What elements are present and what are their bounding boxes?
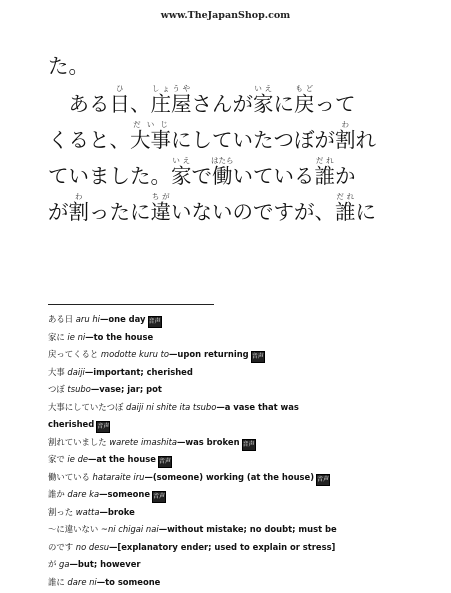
vocabulary-item	[48, 486, 448, 504]
audio-icon[interactable]: 音声	[96, 421, 110, 433]
vocabulary-romaji: hataraite iru	[92, 471, 145, 482]
vocabulary-definition: —(someone) working (at the house)	[144, 471, 315, 482]
furigana: わ	[335, 120, 356, 129]
vocabulary-term: 家で	[48, 454, 65, 464]
vocabulary-term: 家に	[48, 331, 65, 342]
vocabulary-item	[48, 539, 448, 557]
furigana: もど	[294, 84, 315, 93]
vocabulary-romaji: dare ni	[67, 576, 97, 587]
vocabulary-term: 割れていました	[48, 436, 107, 447]
passage-text: に	[273, 92, 294, 116]
passage-text: ある	[48, 92, 110, 116]
vocabulary-term: ある日	[48, 314, 74, 324]
vocabulary-term: のです	[48, 541, 74, 552]
passage-text: いている	[232, 164, 315, 188]
audio-icon[interactable]: 音声	[251, 351, 265, 363]
furigana: いえ	[253, 84, 274, 93]
vocabulary-romaji: daiji ni shite ita tsubo	[126, 401, 217, 412]
furigana-word: 家いえ	[253, 84, 274, 116]
furigana: だれ	[314, 156, 335, 165]
passage-text: で	[191, 164, 212, 188]
furigana: ひ	[109, 84, 130, 93]
furigana-word: 日ひ	[109, 84, 130, 116]
passage-text: って	[314, 92, 356, 116]
vocabulary-romaji: dare ka	[67, 489, 100, 499]
furigana-word: 大事だいじ	[130, 120, 171, 152]
passage-text: いないのですが、	[171, 200, 335, 224]
vocabulary-romaji: ~ni chigai nai	[100, 524, 159, 534]
vocabulary-definition: —one day	[99, 314, 146, 324]
vocabulary-definition: —but; however	[69, 559, 141, 569]
audio-icon[interactable]: 音声	[152, 491, 166, 503]
vocabulary-romaji: watta	[75, 506, 100, 517]
vocabulary-item	[48, 311, 448, 329]
vocabulary-item	[48, 329, 448, 347]
vocabulary-term: つぼ	[48, 384, 65, 394]
vocabulary-term: 働いている	[48, 471, 90, 482]
furigana-word: 働はたら	[211, 156, 234, 188]
vocabulary-item	[48, 416, 448, 434]
vocabulary-definition: —at the house	[88, 454, 156, 464]
furigana: だれ	[335, 192, 356, 201]
passage-text: 、	[130, 92, 151, 116]
passage-text: に	[355, 200, 376, 224]
vocabulary-item	[48, 434, 448, 452]
vocabulary-item	[48, 574, 448, 592]
audio-icon[interactable]: 音声	[158, 456, 172, 468]
furigana-word: 家いえ	[171, 156, 192, 188]
vocabulary-romaji: daiji	[67, 366, 85, 377]
furigana: しょうや	[150, 84, 192, 93]
vocabulary-item	[48, 556, 448, 574]
vocabulary-definition: cherished	[48, 419, 95, 429]
vocabulary-definition: —without mistake; no doubt; must be	[158, 524, 337, 534]
passage-text: ていました。	[48, 164, 171, 188]
passage-text: ったに	[89, 200, 151, 224]
vocabulary-item	[48, 469, 448, 487]
vocabulary-romaji: tsubo	[67, 384, 91, 394]
vocabulary-romaji: ie ni	[67, 331, 86, 342]
vocabulary-romaji: ie de	[67, 454, 89, 464]
furigana: いえ	[171, 156, 192, 165]
vocabulary-term: 大事にしていたつぼ	[48, 401, 124, 412]
furigana: だいじ	[130, 120, 171, 129]
vocabulary-term: が	[48, 559, 57, 569]
vocabulary-definition: —broke	[99, 506, 135, 517]
story-passage	[48, 48, 408, 228]
vocabulary-romaji: aru hi	[75, 314, 100, 324]
vocabulary-item	[48, 364, 448, 382]
passage-line-5	[48, 192, 408, 228]
furigana-word: 違ちが	[150, 192, 171, 224]
passage-text: が	[48, 200, 69, 224]
furigana-word: 割わ	[335, 120, 356, 152]
vocabulary-list	[48, 311, 448, 591]
furigana-word: 誰だれ	[314, 156, 335, 188]
passage-line-2	[48, 84, 408, 120]
passage-line-3	[48, 120, 408, 156]
audio-icon[interactable]: 音声	[148, 316, 162, 328]
vocabulary-definition: —was broken	[177, 436, 240, 447]
vocabulary-definition: —to someone	[96, 576, 161, 587]
vocabulary-definition: —upon returning	[169, 349, 249, 359]
audio-icon[interactable]: 音声	[316, 474, 330, 486]
vocabulary-term: 戻ってくると	[48, 349, 99, 359]
passage-line-1	[48, 48, 408, 84]
vocabulary-item	[48, 346, 448, 364]
furigana-word: 庄屋しょうや	[150, 84, 192, 116]
site-url: www.TheJapanShop.com	[160, 10, 291, 21]
vocabulary-item	[48, 521, 448, 539]
passage-text: れ	[355, 128, 376, 152]
passage-text: さんが	[191, 92, 253, 116]
audio-icon[interactable]: 音声	[242, 439, 256, 451]
furigana: はたら	[211, 156, 234, 165]
furigana-word: 誰だれ	[335, 192, 356, 224]
passage-line-4	[48, 156, 408, 192]
vocabulary-item	[48, 399, 448, 417]
passage-text: にしていたつぼが	[171, 128, 335, 152]
vocabulary-definition: —a vase that was	[216, 401, 299, 412]
vocabulary-term: 誰に	[48, 576, 65, 587]
vocabulary-romaji: ga	[59, 559, 70, 569]
vocabulary-romaji: warete imashita	[109, 436, 178, 447]
vocabulary-definition: —important; cherished	[84, 366, 193, 377]
furigana-word: 割わ	[68, 192, 89, 224]
vocabulary-term: 〜に違いない	[48, 524, 99, 534]
furigana: ちが	[150, 192, 171, 201]
vocabulary-item	[48, 451, 448, 469]
vocabulary-item	[48, 381, 448, 399]
furigana: わ	[68, 192, 89, 201]
vocabulary-definition: —vase; jar; pot	[90, 384, 162, 394]
vocabulary-definition: —someone	[99, 489, 151, 499]
vocabulary-definition: —to the house	[85, 331, 154, 342]
vocabulary-term: 大事	[48, 366, 65, 377]
furigana-word: 戻もど	[294, 84, 315, 116]
vocabulary-definition: —[explanatory ender; used to explain or stress]	[109, 541, 336, 552]
footnote-divider	[48, 304, 214, 305]
vocabulary-term: 割った	[48, 506, 74, 517]
passage-text: くると、	[48, 128, 130, 152]
vocabulary-item	[48, 504, 448, 522]
passage-text: か	[335, 164, 356, 188]
vocabulary-romaji: modotte kuru to	[100, 349, 170, 359]
vocabulary-term: 誰か	[48, 489, 65, 499]
vocabulary-romaji: no desu	[75, 541, 110, 552]
passage-text: た。	[48, 54, 89, 78]
